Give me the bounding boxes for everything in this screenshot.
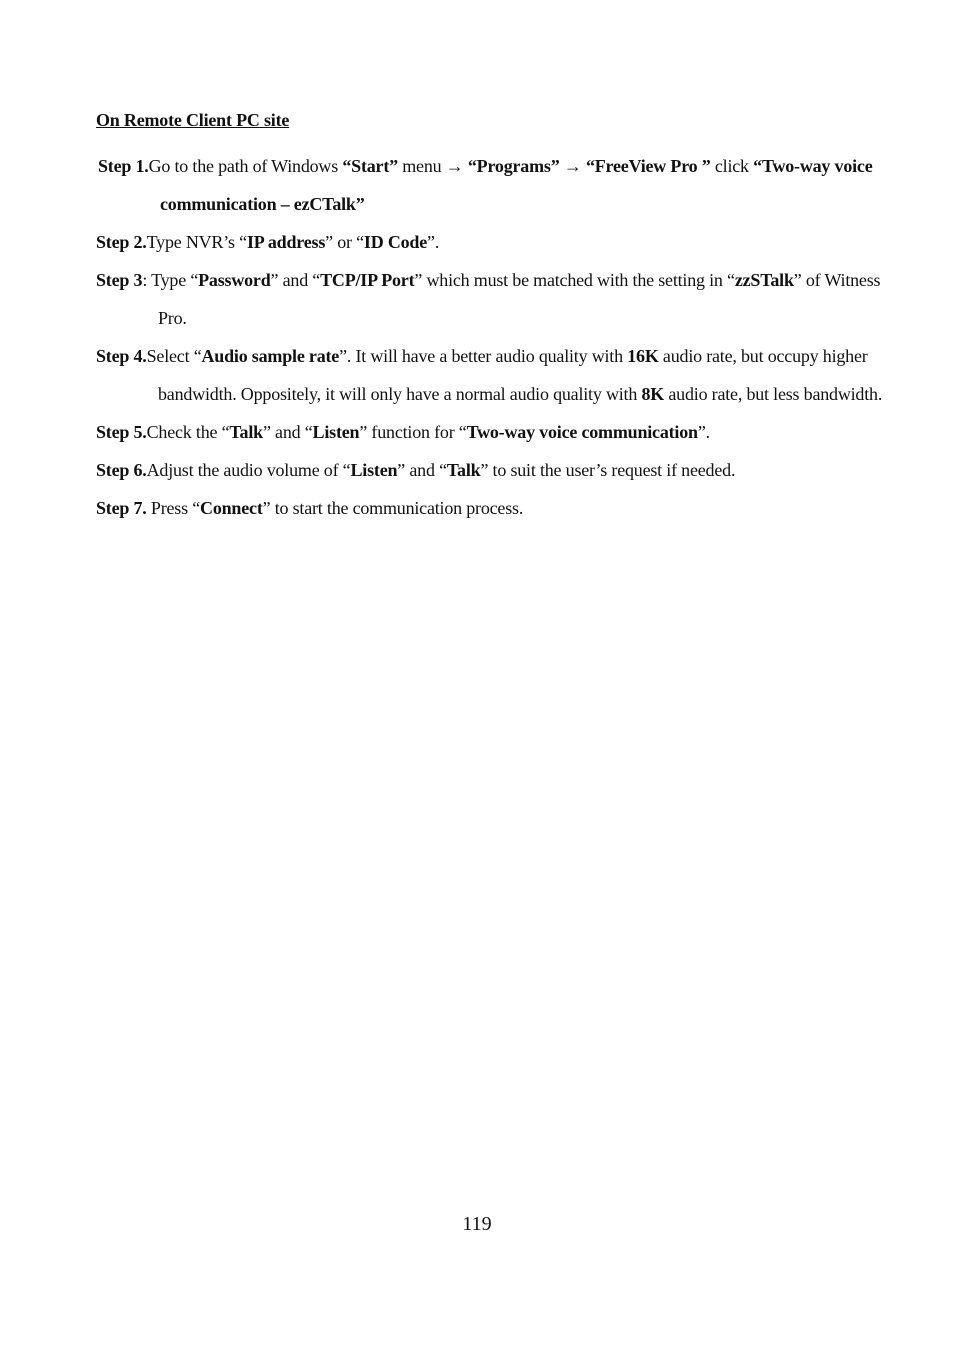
page-number: 119 [462, 1213, 492, 1235]
step-text: ” to suit the user’s request if needed. [480, 460, 736, 480]
bold-term: 16K [627, 346, 659, 366]
bold-term: Listen [350, 460, 398, 480]
step-item [96, 337, 896, 413]
step-item [96, 413, 896, 451]
step-label: Step 7. [96, 498, 147, 518]
bold-term: Talk [446, 460, 481, 480]
bold-term: “Start” [342, 156, 398, 176]
step-text: ” which must be matched with the setting in “ [414, 270, 735, 290]
step-text: ” to start the communication process. [262, 498, 524, 518]
bold-term: “Programs” [467, 156, 560, 176]
step-item [96, 261, 896, 337]
step-text: ” and “ [270, 270, 321, 290]
step-text: menu [397, 156, 446, 176]
arrow-icon: → [445, 156, 464, 176]
bold-term: IP address [246, 232, 326, 252]
step-item [96, 489, 896, 527]
step-text: Select “ [146, 346, 202, 366]
bold-term: Password [198, 270, 271, 290]
step-text: Adjust the audio volume of “ [146, 460, 351, 480]
bold-term: zzSTalk [734, 270, 794, 290]
step-text: ” and “ [262, 422, 313, 442]
step-item [96, 451, 896, 489]
step-text: ” function for “ [359, 422, 467, 442]
step-text: ”. It will have a better audio quality with [339, 346, 628, 366]
step-text: Press “ [146, 498, 201, 518]
bold-term: TCP/IP Port [320, 270, 415, 290]
bold-term: Listen [312, 422, 360, 442]
step-text: audio rate, but less bandwidth. [664, 384, 883, 404]
step-label: Step 3 [96, 270, 143, 290]
step-text: Type NVR’s “ [146, 232, 247, 252]
step-text: ”. [697, 422, 710, 442]
bold-term: Audio sample rate [201, 346, 340, 366]
step-label: Step 5. [96, 422, 147, 442]
step-text: Go to the path of Windows [148, 156, 343, 176]
bold-term: ID Code [363, 232, 428, 252]
step-text: ” of Witness Pro. [158, 270, 881, 328]
section-heading: On Remote Client PC site [96, 110, 290, 130]
step-label: Step 6. [96, 460, 147, 480]
bold-term: “FreeView Pro ” [585, 156, 711, 176]
step-label: Step 2. [96, 232, 147, 252]
step-label: Step 4. [96, 346, 147, 366]
step-text: ” or “ [325, 232, 364, 252]
step-text: Check the “ [146, 422, 230, 442]
step-text: ” and “ [397, 460, 447, 480]
step-label: Step 1. [98, 156, 149, 176]
step-text: : Type “ [142, 270, 199, 290]
step-text: audio rate, but occupy higher bandwidth. Oppositely, it will only have a normal audio quality with [158, 346, 868, 404]
bold-term: 8K [641, 384, 665, 404]
step-text: click [710, 156, 754, 176]
bold-term: “Two-way voice communication – ezCTalk” [160, 156, 873, 214]
steps-list [96, 147, 896, 527]
bold-term: Two-way voice communication [466, 422, 698, 442]
bold-term: Talk [229, 422, 263, 442]
step-item [96, 223, 896, 261]
bold-term: Connect [200, 498, 263, 518]
step-item [96, 147, 896, 223]
step-text: ”. [427, 232, 440, 252]
arrow-icon: → [563, 156, 582, 176]
